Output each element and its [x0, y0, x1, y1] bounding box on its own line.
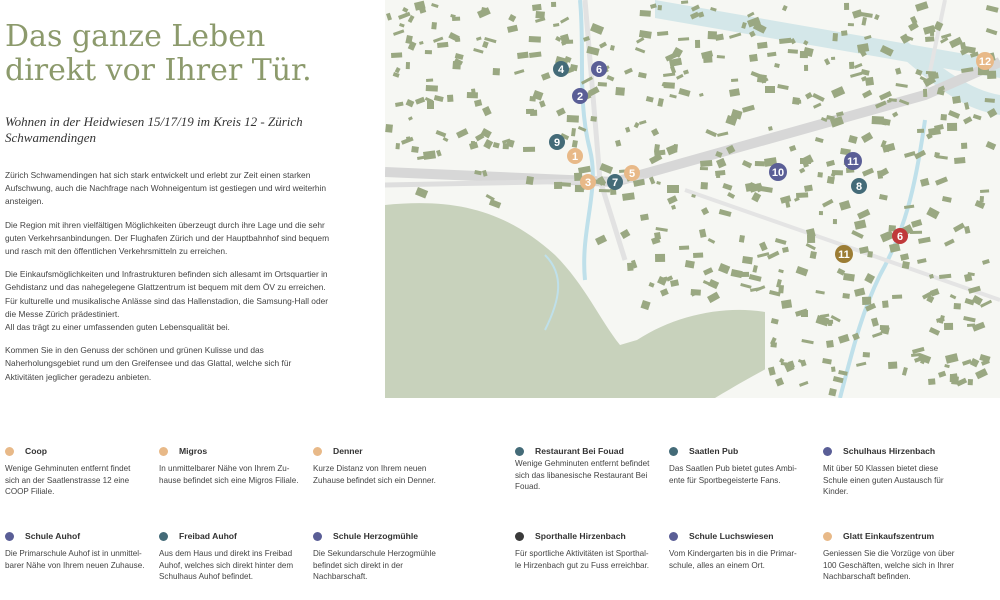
legend-title: Saatlen Pub [689, 446, 739, 456]
building [695, 40, 700, 48]
building [654, 144, 660, 152]
building [987, 71, 996, 79]
building [700, 167, 708, 170]
building [940, 114, 947, 121]
building [526, 176, 534, 185]
map-marker[interactable] [549, 134, 565, 150]
building [700, 160, 712, 167]
building [749, 54, 758, 62]
building [739, 272, 749, 277]
legend-description: Für sportliche Aktivitäten ist Sporthal- le Hirzenbach gut zu Fuss erreichbar. [515, 549, 650, 570]
intro-paragraph: Kommen Sie in den Genuss der schönen und grünen Kulisse und das Naherholungsgebiet rund um den Greifensee und das Glattal, welche sich für Aktivitäten jeglicher geradezu anbieten. [5, 345, 292, 382]
building [655, 254, 665, 262]
building [755, 161, 765, 166]
building [493, 68, 500, 75]
building [529, 36, 541, 43]
marker-number: 6 [896, 231, 904, 243]
legend-item [159, 445, 309, 486]
building [800, 158, 811, 164]
legend-item [5, 445, 155, 498]
building [882, 300, 889, 308]
building [691, 289, 701, 296]
map-marker[interactable] [580, 174, 596, 190]
marker-number: 12 [978, 56, 992, 68]
building [867, 251, 873, 258]
building [952, 96, 961, 104]
building [411, 146, 419, 153]
legend-item [669, 530, 819, 571]
marker-number: 9 [553, 137, 561, 149]
legend-description: Die Primarschule Auhof ist in unmittel- barer Nähe von Ihrem neuen Zuhause. [5, 549, 145, 570]
building [551, 2, 556, 7]
legend-item [313, 530, 463, 583]
map-marker[interactable] [624, 165, 640, 181]
legend-item [5, 530, 155, 571]
building [452, 61, 461, 70]
building [781, 299, 792, 308]
marker-number: 1 [571, 151, 579, 163]
legend-badge [823, 532, 832, 541]
map-marker[interactable] [591, 61, 607, 77]
legend-badge [313, 532, 322, 541]
map-canvas [385, 0, 1000, 398]
building [888, 362, 897, 369]
building [792, 97, 800, 105]
building [778, 285, 784, 293]
building [765, 86, 775, 93]
building [826, 340, 834, 348]
legend-item [159, 530, 309, 583]
title-line-2: direkt vor Ihrer Tür. [5, 53, 312, 88]
building [923, 89, 927, 97]
building [757, 42, 768, 49]
legend-title: Freibad Auhof [179, 531, 237, 541]
legend-badge [159, 532, 168, 541]
legend-description: Kurze Distanz von Ihrem neuen Zuhause befindet sich ein Denner. [313, 464, 436, 485]
building [731, 79, 738, 82]
marker-number: 11 [847, 156, 859, 168]
legend-title: Schule Herzogmühle [333, 531, 418, 541]
building [848, 23, 854, 26]
building [471, 141, 475, 147]
legend-title: Coop [25, 446, 47, 456]
building [849, 62, 854, 69]
building [391, 52, 402, 58]
title-line-1: Das ganze Leben [5, 19, 266, 54]
legend-description: Die Sekundarschule Herzogmühle befindet sich direkt in der Nachbarschaft. [313, 549, 436, 582]
page-title [5, 20, 365, 88]
legend-description: Vom Kindergarten bis in die Primar- schule, alles an einem Ort. [669, 549, 797, 570]
legend-badge [5, 447, 14, 456]
marker-number: 2 [576, 91, 584, 103]
building [701, 182, 708, 189]
legend-badge [669, 447, 678, 456]
map-marker[interactable] [769, 163, 787, 181]
building [947, 123, 957, 131]
map-marker[interactable] [976, 52, 994, 70]
building [395, 143, 400, 149]
building [828, 323, 832, 326]
legend-description: Das Saatlen Pub bietet gutes Ambi- ente für Sportbegeisterte Fans. [669, 464, 797, 485]
building [863, 352, 870, 357]
building [917, 129, 924, 133]
neighborhood-map[interactable] [385, 0, 1000, 398]
building [426, 85, 438, 92]
legend-badge [5, 532, 14, 541]
legend-badge [515, 532, 524, 541]
legend-title: Restaurant Bei Fouad [535, 446, 624, 456]
building [615, 87, 625, 96]
building [944, 323, 953, 330]
legend-badge [515, 447, 524, 456]
building [831, 57, 835, 60]
subtitle: Wohnen in der Heidwiesen 15/17/19 im Kreis 12 - Zürich Schwamendingen [5, 114, 303, 145]
building [892, 294, 902, 299]
intro-paragraph: Die Einkaufsmöglichkeiten und Infrastrukturen befinden sich allesamt im Ortsquartier in Gehdistanz und das nahegelegene Glattzentrum ist bequem mit dem ÖV zu erreichen. Für kulturelle und musikalische Anlässe sind das Hallenstadion, die Samsung-Hall oder die Messe Zürich prädestiniert. All das trägt zu einer umfassenden guten Lebensqualität bei. [5, 269, 329, 333]
legend-description: In unmittelbarer Nähe von Ihrem Zu- hause befindet sich eine Migros Filiale. [159, 464, 299, 485]
marker-number: 7 [611, 177, 619, 189]
intro-paragraph: Die Region mit ihren vielfältigen Möglichkeiten überzeugt durch ihre Lage und die sehr guten Verkehrsanbindungen. Der Flughafen Zürich und der Hauptbahnhof sind bequem und rasch mit den öffentlichen Verkehrsmitteln zu erreichen. [5, 219, 330, 257]
map-marker[interactable] [844, 152, 862, 170]
building [423, 150, 436, 160]
map-marker[interactable] [607, 174, 623, 190]
legend-item [669, 445, 819, 486]
map-marker[interactable] [851, 178, 867, 194]
building [817, 172, 823, 178]
building [961, 143, 967, 149]
building [679, 245, 689, 250]
building [526, 109, 534, 114]
building [554, 182, 562, 189]
legend-title: Sporthalle Hirzenbach [535, 531, 626, 541]
legend-item [823, 445, 973, 498]
map-marker[interactable] [553, 61, 569, 77]
building [819, 211, 823, 215]
legend-description: Aus dem Haus und direkt ins Freibad Auhof, welches sich direkt hinter dem Schulhaus Auhof befindet. [159, 549, 294, 582]
legend-description: Geniessen Sie die Vorzüge von über 100 Geschäften, welche sich in Ihrer Nachbarschaft befinden. [823, 549, 955, 582]
building [796, 192, 808, 198]
building [807, 235, 815, 243]
legend-item [823, 530, 973, 583]
legend-badge [159, 447, 168, 456]
building [658, 5, 662, 10]
building [757, 74, 767, 83]
building [954, 303, 961, 309]
building [715, 170, 725, 176]
legend-item [515, 530, 665, 571]
building [827, 176, 835, 184]
building [902, 261, 910, 269]
building [980, 196, 984, 202]
legend-item [515, 445, 665, 493]
legend-title: Schule Auhof [25, 531, 81, 541]
building [447, 95, 453, 102]
legend-badge [823, 447, 832, 456]
map-marker[interactable] [892, 228, 908, 244]
building [832, 33, 838, 41]
building [841, 30, 848, 36]
building [598, 82, 607, 87]
building [532, 4, 542, 11]
building [928, 378, 935, 385]
building [406, 62, 410, 69]
building [681, 0, 688, 4]
building [980, 189, 989, 193]
building [842, 293, 850, 299]
legend-description: Wenige Gehminuten entfernt befindet sich das libanesische Restaurant Bei Fouad. [515, 459, 650, 492]
building [967, 323, 975, 327]
legend-description: Mit über 50 Klassen bietet diese Schule einen guten Austausch für Kinder. [823, 464, 944, 497]
map-marker[interactable] [572, 88, 588, 104]
marker-number: 6 [595, 64, 603, 76]
building [954, 157, 965, 164]
building [467, 92, 478, 98]
building [654, 232, 661, 240]
building [968, 379, 973, 385]
building [667, 185, 679, 193]
building [742, 256, 753, 264]
building [862, 297, 871, 305]
legend-badge [669, 532, 678, 541]
marker-number: 3 [584, 177, 592, 189]
legend-title: Denner [333, 446, 363, 456]
building [425, 50, 432, 54]
legend-badge [313, 447, 322, 456]
marker-number: 8 [855, 181, 863, 193]
legend-title: Migros [179, 446, 208, 456]
building [590, 116, 597, 122]
intro-text [5, 169, 330, 394]
building [640, 10, 651, 17]
map-marker[interactable] [567, 148, 583, 164]
marker-number: 11 [838, 249, 850, 261]
building [831, 367, 836, 372]
map-marker[interactable] [835, 245, 853, 263]
intro-paragraph: Zürich Schwamendingen hat sich stark entwickelt und erlebt zur Zeit einen starken Aufschwung, auch die Nachfrage nach Wohneigentum ist gestiegen und wird weiterhin ansteigen. [5, 170, 327, 207]
building [523, 147, 535, 152]
building [804, 65, 808, 71]
legend-item [313, 445, 463, 486]
building [788, 49, 798, 54]
building [426, 79, 433, 82]
building [800, 51, 808, 58]
marker-number: 5 [628, 168, 636, 180]
legend-title: Glatt Einkaufszentrum [843, 531, 935, 541]
building [599, 189, 610, 192]
legend-title: Schule Luchswiesen [689, 531, 774, 541]
building [844, 3, 849, 10]
building [950, 374, 954, 382]
building [567, 115, 579, 123]
building [693, 252, 703, 258]
building [801, 310, 808, 317]
legend-title: Schulhaus Hirzenbach [843, 446, 936, 456]
building [431, 22, 437, 29]
building [833, 219, 837, 224]
building [925, 36, 934, 42]
building [385, 124, 393, 133]
marker-number: 10 [771, 167, 785, 179]
marker-number: 4 [557, 64, 565, 76]
legend-description: Wenige Gehminuten entfernt findet sich an der Saatlenstrasse 12 eine COOP Filiale. [5, 464, 131, 497]
building [926, 71, 936, 75]
building [930, 29, 934, 36]
